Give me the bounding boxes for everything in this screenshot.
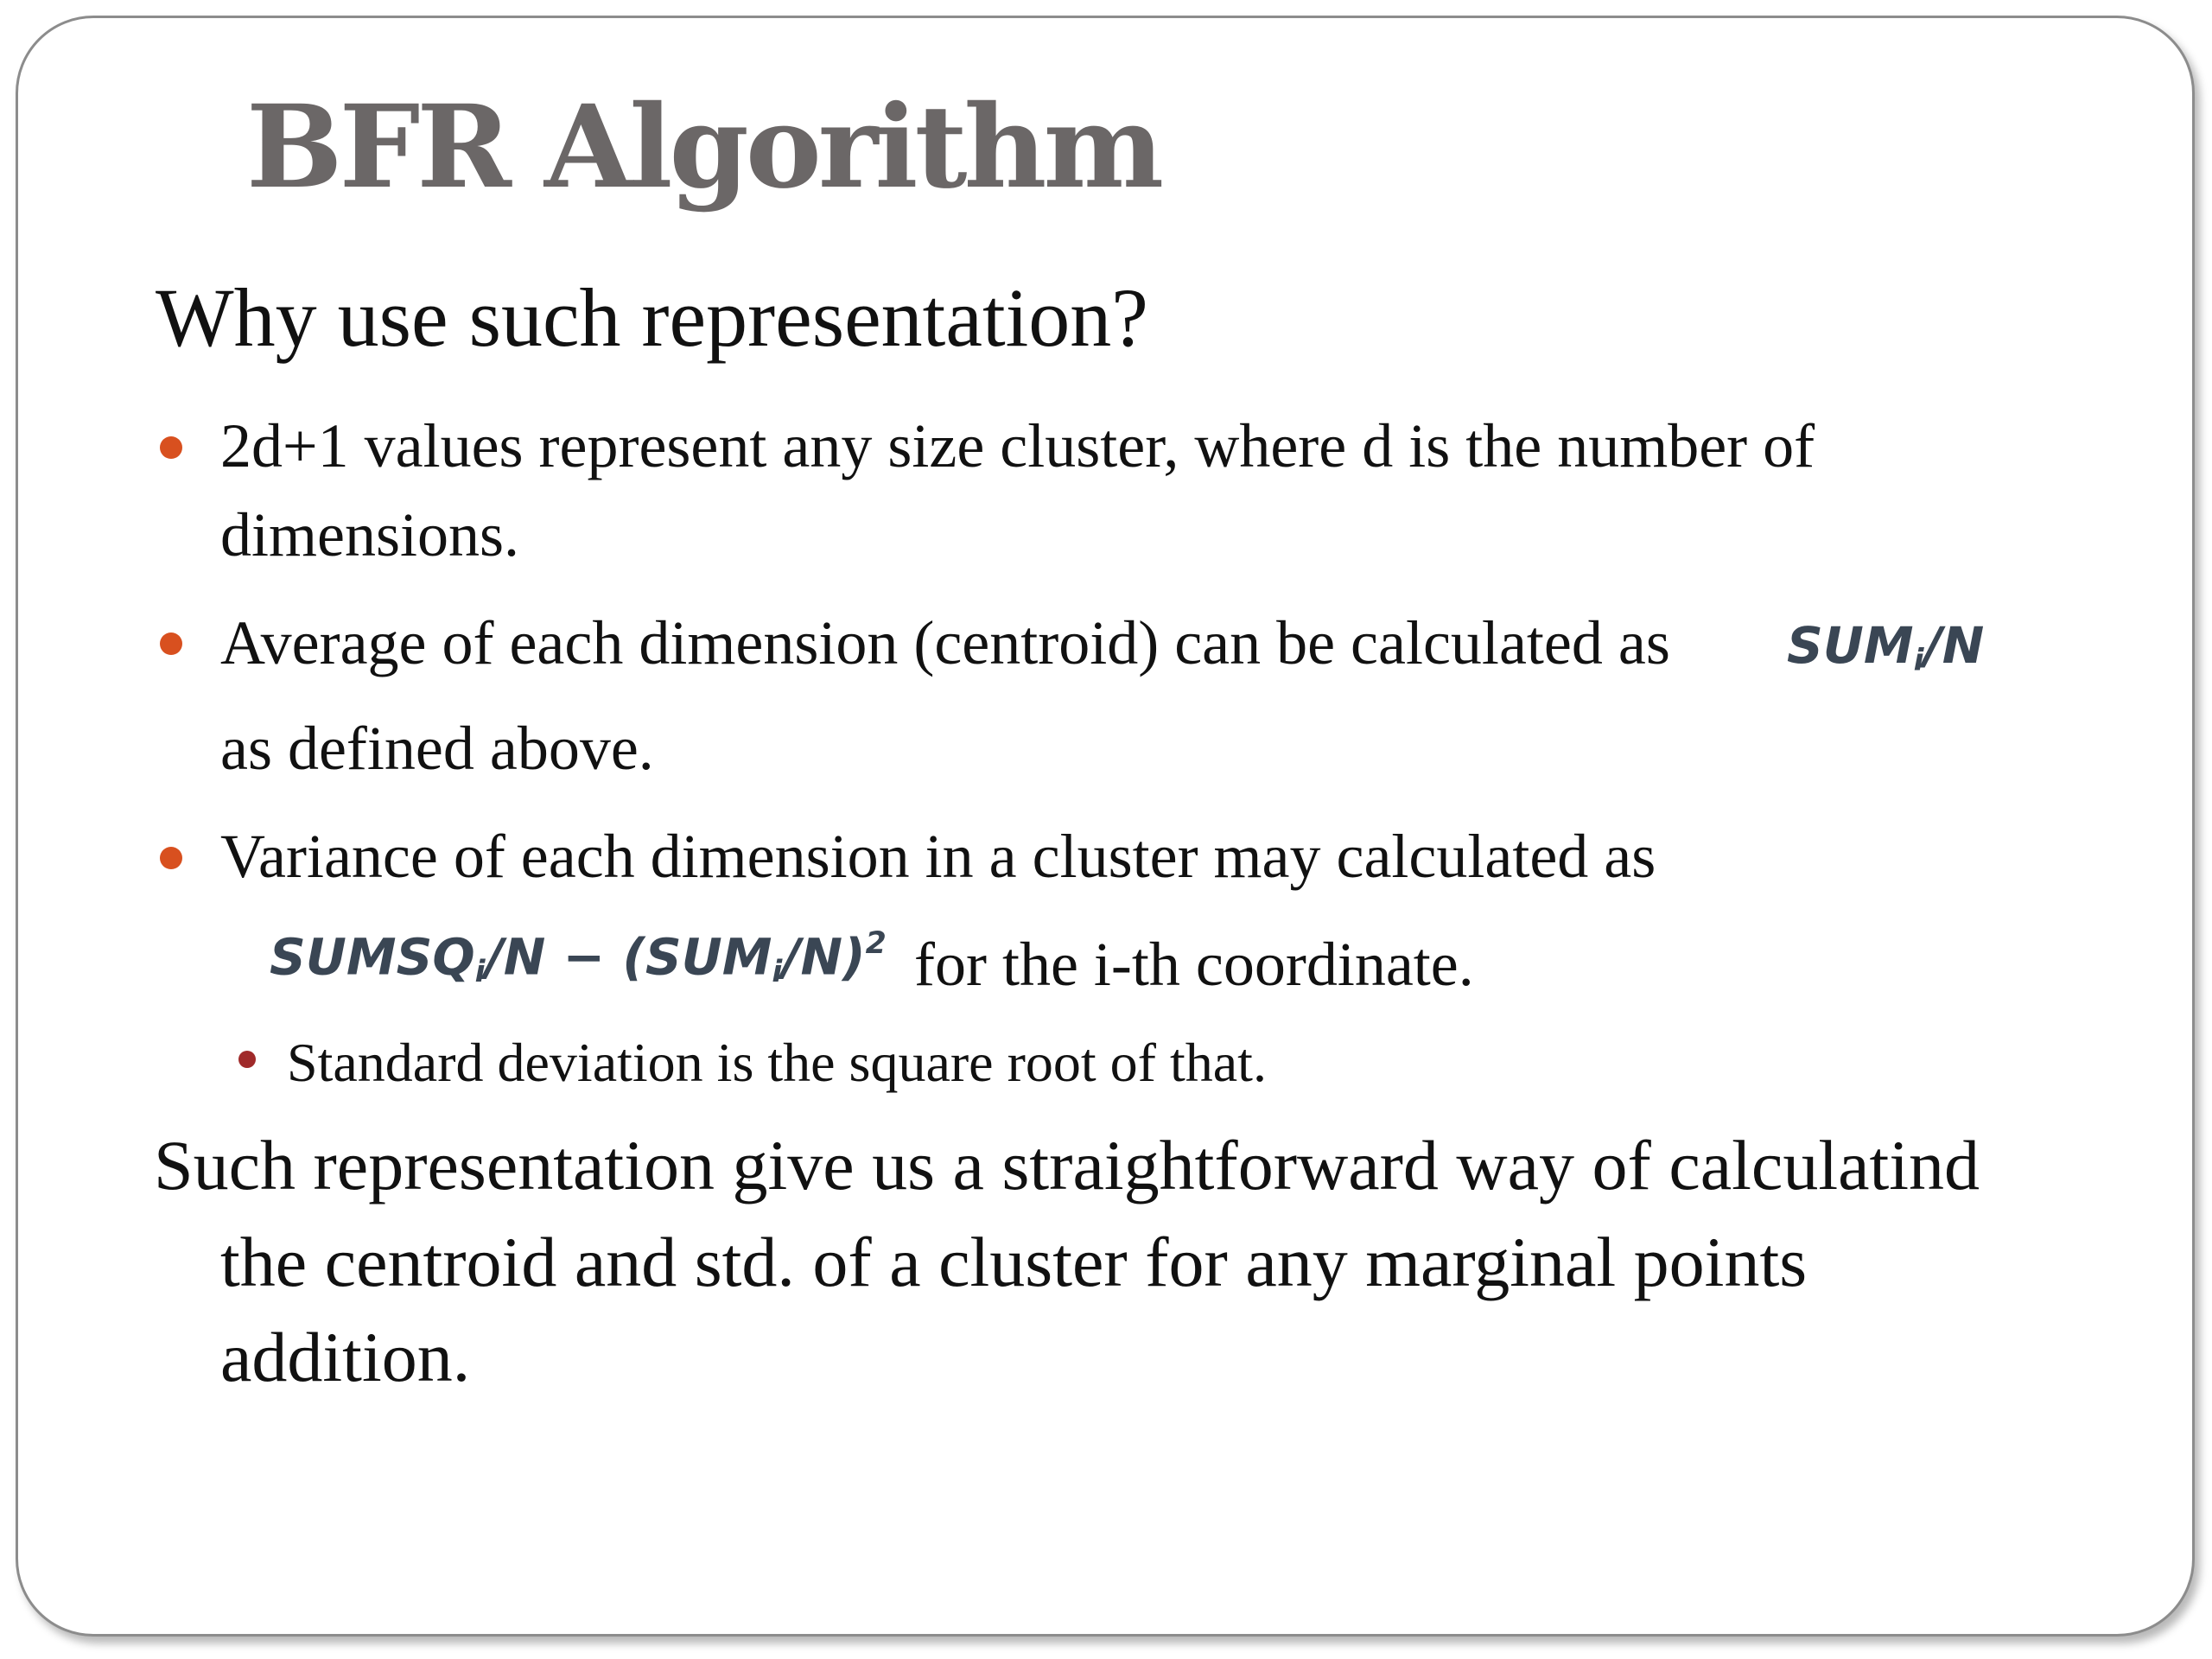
bullet-2-line-2: as defined above. [220, 714, 654, 783]
sub-bullet-dot-icon [238, 1051, 256, 1068]
closing-line-2: the centroid and std. of a cluster for any marginal points [220, 1223, 1808, 1301]
formula-subscript: i [1913, 643, 1924, 678]
formula-sum: SUM [1787, 616, 1914, 675]
bullet-2-line-1: Average of each dimension (centroid) can be calculated as [220, 608, 1670, 677]
bullet-1-line-1: 2d+1 values represent any size cluster, where d is the number of [220, 411, 1815, 480]
slide-title: BFR Algorithm [246, 80, 1161, 214]
centroid-formula [1787, 616, 1985, 678]
bullet-dot-icon [160, 847, 182, 869]
sub-bullet-text: Standard deviation is the square root of that. [287, 1032, 1267, 1093]
formula-divisor: /N [1923, 616, 1985, 675]
closing-line-3: addition. [220, 1318, 471, 1396]
formula-subscript: i [474, 955, 486, 990]
bullet-3-line-1: Variance of each dimension in a cluster may calculated as [220, 822, 1656, 891]
formula-superscript: 2 [865, 926, 887, 961]
formula-subscript: i [772, 955, 783, 990]
bullet-1-line-2: dimensions. [220, 500, 520, 569]
bullet-3-line-2: for the i-th coordinate. [914, 930, 1474, 999]
slide-heading: Why use such representation? [156, 271, 1148, 364]
formula-sumsq: SUMSQ [270, 927, 475, 987]
closing-line-1: Such representation give us a straightforward way of calculatind [154, 1126, 1980, 1205]
variance-formula [270, 926, 887, 990]
bullet-dot-icon [160, 436, 182, 459]
formula-end: /N) [782, 927, 866, 987]
formula-middle: /N − (SUM [485, 927, 772, 987]
bullet-dot-icon [160, 632, 182, 655]
